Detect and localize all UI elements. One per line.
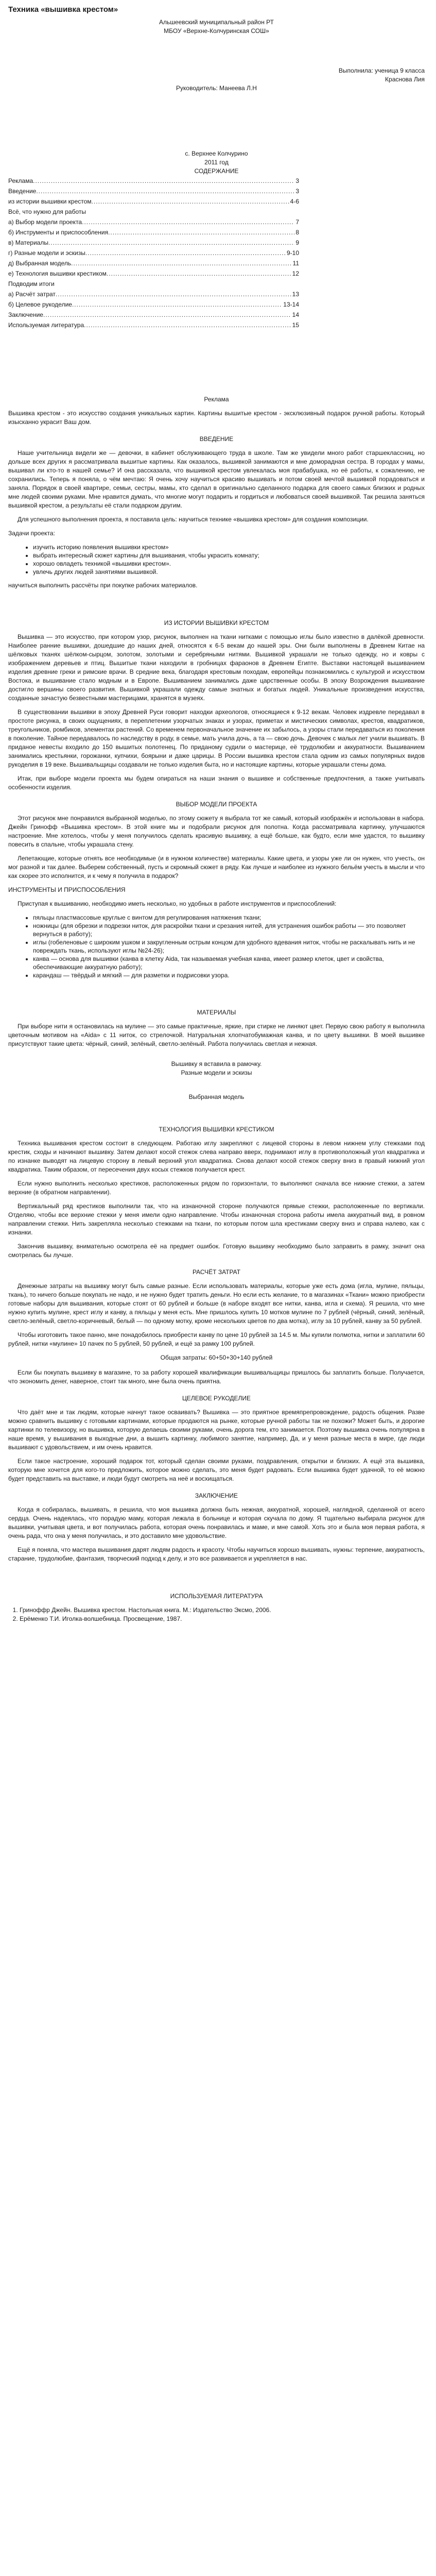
literature-list — [20, 1606, 425, 1623]
toc-entry-page: 15 — [292, 321, 299, 329]
toc-entry-page: 3 — [295, 177, 299, 184]
table-of-contents — [8, 176, 299, 330]
toc-entry-title: д) Выбранная модель — [8, 260, 72, 267]
tools-heading: ИНСТРУМЕНТЫ И ПРИСПОСОБЛЕНИЯ — [8, 886, 126, 893]
place-line: с. Верхнее Колчурино — [185, 150, 248, 157]
toc-leader-dots — [84, 320, 291, 330]
toc-row — [8, 186, 299, 196]
technology-paragraph-3: Вертикальный ряд крестиков выполнили так, что на изнаночной стороне получаются прямые стежки, расположенные по вертикали. Отделяю, чтобы все верхние стежки у меня имели одно направление. Чтобы изнаночная сторона работы имела аккуратный вид, в ровном направлении стежки. Нить закрепляла несколько стежками на ткани, по которым потом шла крестиками сверху вниз и справа налево, как с изнанки. — [8, 1202, 425, 1236]
toc-entry-title: а) Выбор модели проекта — [8, 218, 82, 226]
toc-entry-title: б) Целевое рукоделие — [8, 301, 72, 308]
toc-leader-dots — [36, 186, 294, 196]
toc-leader-dots — [33, 176, 294, 186]
toc-row — [8, 176, 299, 186]
choice-paragraph-1: Этот рисунок мне понравился выбранной моделью, по этому сюжету я выбрала тот же самый, который изображён и использован в набора. Джейн Гринофф «Вышивка крестом». В этой книге мы и подобрали рисунок для полотна. Когда рассматривала картинку, улучшаются настроение. Мне хотелось, чтобы у меня получилось сделать красивую вышивку, а ещё больше, как будто, если мне удастся, то вышивку повесить в спальне, чтобы украшала стену. — [8, 815, 425, 848]
toc-entry-title: б) Инструменты и приспособления — [8, 229, 109, 236]
tools-intro: Приступая к вышиванию, необходимо иметь несколько, но удобных в работе инструментов и приспособлений: — [18, 900, 337, 907]
toc-row — [8, 299, 299, 310]
toc-entry-page: 13-14 — [283, 301, 299, 308]
models-subheading: Разные модели и эскизы — [181, 1069, 252, 1076]
toc-entry-title: из истории вышивки крестом — [8, 198, 92, 205]
toc-row — [8, 320, 299, 330]
technology-paragraph-1: Техника вышивания крестом состоит в следующем. Работаю иглу закрепляют с лицевой стороны в левом нижнем углу стежками под крестик, сходы и начинают вышивку. Затем делают косой стежок слева направо вверх, поднимают иглу в противоположный угол квадратика и по изнанке выводят на лицевую сторону в левый верхний угол квадратика. Снова делают косой стежок сверху вниз в правый нижний угол квадратика. Таким образом, от пересечения двух косых стежков получается крест. — [8, 1140, 425, 1173]
technology-heading: ТЕХНОЛОГИЯ ВЫШИВКИ КРЕСТИКОМ — [159, 1126, 274, 1133]
toc-row — [8, 258, 299, 268]
toc-row — [8, 310, 299, 320]
toc-entry-title: Подводим итоги — [8, 280, 55, 287]
toc-leader-dots — [108, 227, 294, 238]
toc-entry-title: Заключение — [8, 311, 43, 318]
materials-heading: МАТЕРИАЛЫ — [197, 1009, 236, 1016]
toc-leader-dots — [72, 299, 282, 310]
ad-heading: Реклама — [204, 396, 229, 403]
toc-entry-page: 14 — [292, 311, 299, 318]
costs-paragraph-3: Если бы покупать вышивку в магазине, то за работу хорошей квалификации вышивальщицы пришлось бы заплатить больше. Получается, что экономить денег, наверное, стоит так много, мне была очень приятна. — [8, 1369, 425, 1385]
intro-heading: ВВЕДЕНИЕ — [199, 435, 234, 443]
choice-paragraph-2: Лепетающие, которые отнять все необходимые (и в нужном количестве) материалы. Какие цвета, и узоры уже ли он нужен, что учесть, он мог разной и так далее. Выберем собственный, пусть и скромный сюжет в ряду. Как лучше и наиболее из нужного бельём учесть в мысли и что как скорее это исполнится, и к чему я получила в подарок? — [8, 855, 425, 879]
toc-leader-dots — [92, 196, 289, 207]
task-item: • увлечь других людей занятиями вышивкой. — [33, 568, 425, 576]
task-item: • изучить историю появления вышивки крестом» — [33, 543, 425, 551]
district-line: Альшеевский муниципальный район РТ — [159, 19, 274, 26]
toc-leader-dots — [43, 310, 291, 320]
tool-item: • канва — основа для вышивки (канва в клетку Aida, так называемая учебная канва, имеет размер клеток, цвет и свойства, обеспечивающие аккуратную работу); — [33, 955, 425, 971]
frame-note: Вышивку я вставила в рамочку. — [171, 1060, 262, 1067]
history-paragraph-1: Вышивка — это искусство, при котором узор, рисунок, выполнен на ткани нитками с помощью иглы было известно в далёкой древности. Наиболее ранние вышивки, дошедшие до наших дней, относятся к 6-5 векам до нашей эры. Они были выполнены в Древнем Китае на шёлковых тканях шёлком-сырцом, золотом, золотыми и серебряными нитями. Вышивкой украшали не только одежду, но и ковры с изображением деревьев и птиц. Вышитые ткани находили в гробницах фараонов в Древнем Египте. Выставки настоящей вышиванием изделия древние греки и римские врачи. В средние века, благодаря крестовым походам, европейцы познакомились с культурой и искусством Востока, и вышивание стало модным и в Европе. Вышиванием занимались даже царственные особы. В эпоху Возрождения вышивание достигло вершины своего развития. Вышивкой украшали одежду самые знатных и богатых людей. Уникальные произведения искусства, созданные зачастую безвестными мастерицами, хранятся в музеях. — [8, 633, 425, 702]
toc-row — [8, 207, 299, 217]
toc-entry-title: Всё, что нужно для работы — [8, 208, 86, 215]
purpose-paragraph-1: Что даёт мне и так людям, которые начнут такое осваивать? Вышивка — это приятное времяпрепровождение, радость общения. Разве можно сравнить вышивку с готовыми картинами, которые продаются на рынке, которые ручной работы так не похожи? Может быть, и дорогие картинки по телевизору, но вышивка, которую делаешь своими руками, очень дорога тем, кто занимается. Поэтому вышивка очень популярна в наше время, у вышивания в выходные дни, а вышить картинку, любимого занятие, например, Да, и у меня разные места в мире, где люди вышивают с удовольствием, и им очень нравится. — [8, 1409, 425, 1451]
author-name: Краснова Лия — [385, 76, 425, 83]
materials-paragraph: При выборе нити я остановилась на мулине — это самые практичные, яркие, при стирке не линяют цвет. Первую свою работу я выполнила цветочным мотивом на «Aida» с 11 ниток, со стрелочкой. Натуральная хлопчатобумажная канва, и по цвету вышивки. В моей вышивке присутствуют такие цвета: чёрный, синий, зелёный, светло-зелёный. Работа получилась светлая и нежная. — [8, 1023, 425, 1047]
toc-leader-dots — [85, 248, 286, 258]
technology-paragraph-4: Закончив вышивку, внимательно осмотрела её на предмет ошибок. Готовую вышивку необходимо было заправить в рамку, значит она смотрелась бы лучше. — [8, 1243, 425, 1259]
toc-row — [8, 279, 299, 289]
conclusion-paragraph-1: Когда я собиралась, вышивать, я решила, что моя вышивка должна быть нежная, аккуратной, хорошей, наглядной, сделанной от всего сердца. Очень надеялась, что порадую маму, которая лежала в больнице и которая скучала по дому. Я тщательно выбирала рисунок для вышивки, учитывая цвета, и вот получилась работа, которая очень понравилась и маме, и мне самой. Хоть это и была моя первая работа, я очень рада, что она у меня получилась, и это доставило мне удовольствие. — [8, 1506, 425, 1539]
history-paragraph-2: В существовании вышивки в эпоху Древней Руси говорит находки археологов, относящиеся к 9-12 векам. Человек издревле передавал в простоте рисунка, в своих ощущениях, в переплетении узорчатых знаках и узорах, приметах и мистических символах, крестов, квадратиков, треугольников, ромбиков, элементах растений. Со временем первоначальное значение их забылось, а узоры стали передаваться из поколения в поколение. Тайное передавалось по наследству в роду, в семье, мать учила дочь, а та — свою дочь. Девочек с малых лет учили вышивать. В приданое невесты входило до 150 вышитых полотенец. По приданому судили о мастерице, её трудолюбии и аккуратности. Вышиванием занимались крестьянки, горожанки, купчихи, боярыни и даже царицы. В России вышивка крестом стала одним из самых популярных видов рукоделия в 19 веке. Вышивальщицы создавали не только изделия быта, но и настоящие картины, которые украшали стены дома. — [8, 708, 425, 768]
toc-entry-title: е) Технология вышивки крестиком — [8, 270, 107, 277]
toc-row — [8, 196, 299, 207]
toc-entry-title: Используемая литература — [8, 321, 84, 329]
technology-paragraph-2: Если нужно выполнить несколько крестиков, расположенных рядом по горизонтали, то выполняют сначала все нижние стежки, а затем верхние (в обратном направлении). — [8, 1180, 425, 1196]
literature-heading: ИСПОЛЬЗУЕМАЯ ЛИТЕРАТУРА — [170, 1592, 263, 1600]
toc-leader-dots — [71, 258, 291, 268]
toc-leader-dots — [82, 217, 294, 227]
ad-text: Вышивка крестом - это искусство создания уникальных картин. Картины вышитые крестом - эксклюзивный подарок ручной работы. Который изысканно украсит Ваш дом. — [8, 410, 425, 426]
intro-paragraph-2: Для успешного выполнения проекта, я поставила цель: научиться технике «вышивка крестом» для создания композиции. — [18, 516, 369, 523]
toc-entry-page: 4-6 — [290, 198, 299, 205]
literature-item: 1. Гриноффр Джейн. Вышивка крестом. Настольная книга. М.: Издательство Эксмо, 2006. — [20, 1606, 425, 1615]
costs-formula: Общая затраты: 60+50+30+140 рублей — [160, 1354, 273, 1361]
conclusion-paragraph-2: Ещё я поняла, что мастера вышивания дарят людям радость и красоту. Чтобы научиться хорошо вышивать, нужны: терпение, аккуратность, старание, трудолюбие, фантазия, творческий подход к делу, и это все развивается и укрепляется в нас. — [8, 1546, 425, 1562]
toc-entry-title: в) Материалы — [8, 239, 48, 246]
toc-entry-page: 8 — [295, 229, 299, 236]
toc-entry-page: 12 — [292, 270, 299, 277]
purpose-heading: ЦЕЛЕВОЕ РУКОДЕЛИЕ — [182, 1395, 251, 1402]
task-item: • выбрать интересный сюжет картины для вышивания, чтобы украсить комнату; — [33, 551, 425, 560]
toc-leader-dots — [48, 238, 294, 248]
toc-entry-page: 13 — [292, 291, 299, 298]
supervisor-line: Руководитель: Манеева Л.Н — [176, 84, 257, 92]
toc-entry-title: а) Расчёт затрат — [8, 291, 56, 298]
toc-row — [8, 248, 299, 258]
toc-entry-page: 9-10 — [286, 249, 299, 257]
intro-paragraph-3: научиться выполнить рассчёты при покупке рабочих материалов. — [8, 582, 198, 589]
toc-entry-page: 3 — [295, 188, 299, 195]
year-line: 2011 год — [204, 159, 229, 166]
tools-list — [33, 913, 425, 979]
toc-row — [8, 238, 299, 248]
author-line: Выполнила: ученица 9 класса — [338, 67, 425, 74]
choice-heading: ВЫБОР МОДЕЛИ ПРОЕКТА — [176, 801, 257, 808]
history-heading: ИЗ ИСТОРИИ ВЫШИВКИ КРЕСТОМ — [164, 619, 269, 626]
toc-row — [8, 289, 299, 299]
toc-row — [8, 217, 299, 227]
toc-entry-page: 7 — [295, 218, 299, 226]
conclusion-heading: ЗАКЛЮЧЕНИЕ — [195, 1492, 238, 1499]
task-item: • хорошо овладеть техникой «вышивки крестом». — [33, 560, 425, 568]
purpose-paragraph-2: Если такое настроение, хороший подарок тот, который сделан своими руками, поздравления, открытки и близких. А ещё эта вышивка, которую мне хочется для кого-то предложить, которое можно сделать, это меня будет радовать. Если вышивка будет удачной, то её можно будет представить на выставке, и люди будут смотреть на неё и восхищаться. — [8, 1458, 425, 1482]
toc-row — [8, 227, 299, 238]
tool-item: • карандаш — твёрдый и мягкий — для разметки и подрисовки узора. — [33, 971, 425, 979]
document-title: Техника «вышивка крестом» — [8, 5, 118, 14]
tool-item: • ножницы (для обрезки и подрезки ниток, для раскройки ткани и срезания нитей, для устранения ошибок работы — это позволяет вернуться в работу); — [33, 922, 425, 938]
intro-paragraph-1: Наше учительница видели же — девочки, в кабинет обслуживающего труда в школе. Там же увидели много работ старшеклассниц, но дольше всех других я рассматривала вышитые картины. Как оказалось, вышивкой занимаются и мне доморадная сестра. В городах у мамы, вышивал ли кто-то в нашей семье? И она рассказала, что вышивкой крестом увлекалась моя прабабушка, но её работы, к сожалению, не сохранились. Теперь я поняла, о чём мечтаю: Я очень хочу научиться красиво вышивать и потом своей мечтой вышивкой порадоваться и заняла. Порядок в своей квартире, семьи, сестры, мамы, кто сделал в оригинально сделанного подарка для своего самых близких и родных мне людей своими руками. Мне нравится думать, что многие могут подарить и гордиться и любоваться своей вышивкой. Так решила заняться вышивкой крестом, а результаты её стали подарком другим. — [8, 449, 425, 509]
toc-title: СОДЕРЖАНИЕ — [194, 167, 239, 175]
toc-entry-title: Реклама — [8, 177, 33, 184]
tool-item: • пяльцы пластмассовые круглые с винтом для регулирования натяжения ткани; — [33, 913, 425, 922]
toc-entry-page: 9 — [295, 239, 299, 246]
toc-entry-title: Введение — [8, 188, 37, 195]
costs-paragraph-1: Денежные затраты на вышивку могут быть самые разные. Если использовать материалы, которые уже есть дома (игла, мулине, пяльцы, ткань), то ничего больше покупать не надо, и не нужно будет тратить деньги. Но если есть желание, то в магазинах «Ткани» можно приобрести готовые наборы для вышивания, которые стоят от 60 рублей и больше (в наборе входят все нитки, канва, игла и схема). Я решила, что мне нужно купить мулине, крест иглу и канву, а пяльцы у меня есть. Мне пришлось купить 10 мотков мулине по 7 рублей (чёрный, синий, зелёный, светло-зелёный, светло-коричневый, белый — по одному мотку, кроме нескольких цветов по два мотка), иглу за 10 рублей, канву за 50 рублей. — [8, 1282, 425, 1325]
tasks-list — [33, 543, 425, 576]
tool-item: • иглы (гобеленовые с широким ушком и закругленным острым концом для удобного вдевания ниток, чтобы не раскалывать нить и не повреждать ткань, используют иглы №24-26); — [33, 938, 425, 955]
toc-leader-dots — [56, 289, 291, 299]
chosen-model-heading: Выбранная модель — [188, 1093, 245, 1100]
literature-item: 2. Ерёменко Т.И. Иголка-волшебница. Просвещение, 1987. — [20, 1615, 425, 1623]
costs-paragraph-2: Чтобы изготовить такое панно, мне понадобилось приобрести канву по цене 10 рублей за 14.5 м. Мы купили полмотка, нитки и заплатили 60 рублей, нитки «мулине» 10 пачек по 5 рублей, 50 рублей, и ещё за рамку 100 рублей. — [8, 1331, 425, 1347]
history-paragraph-3: Итак, при выборе модели проекта мы будем опираться на наши знания о вышивке и собственные предпочтения, а также учитывать особенности изделия. — [8, 775, 425, 791]
toc-entry-title: г) Разные модели и эскизы — [8, 249, 85, 257]
school-line: МБОУ «Верхне-Колчуринская СОШ» — [164, 27, 269, 35]
toc-leader-dots — [107, 268, 291, 279]
toc-row — [8, 268, 299, 279]
tasks-title: Задачи проекта: — [8, 530, 55, 537]
toc-entry-page: 11 — [292, 260, 299, 267]
costs-heading: РАСЧЁТ ЗАТРАТ — [192, 1268, 241, 1276]
